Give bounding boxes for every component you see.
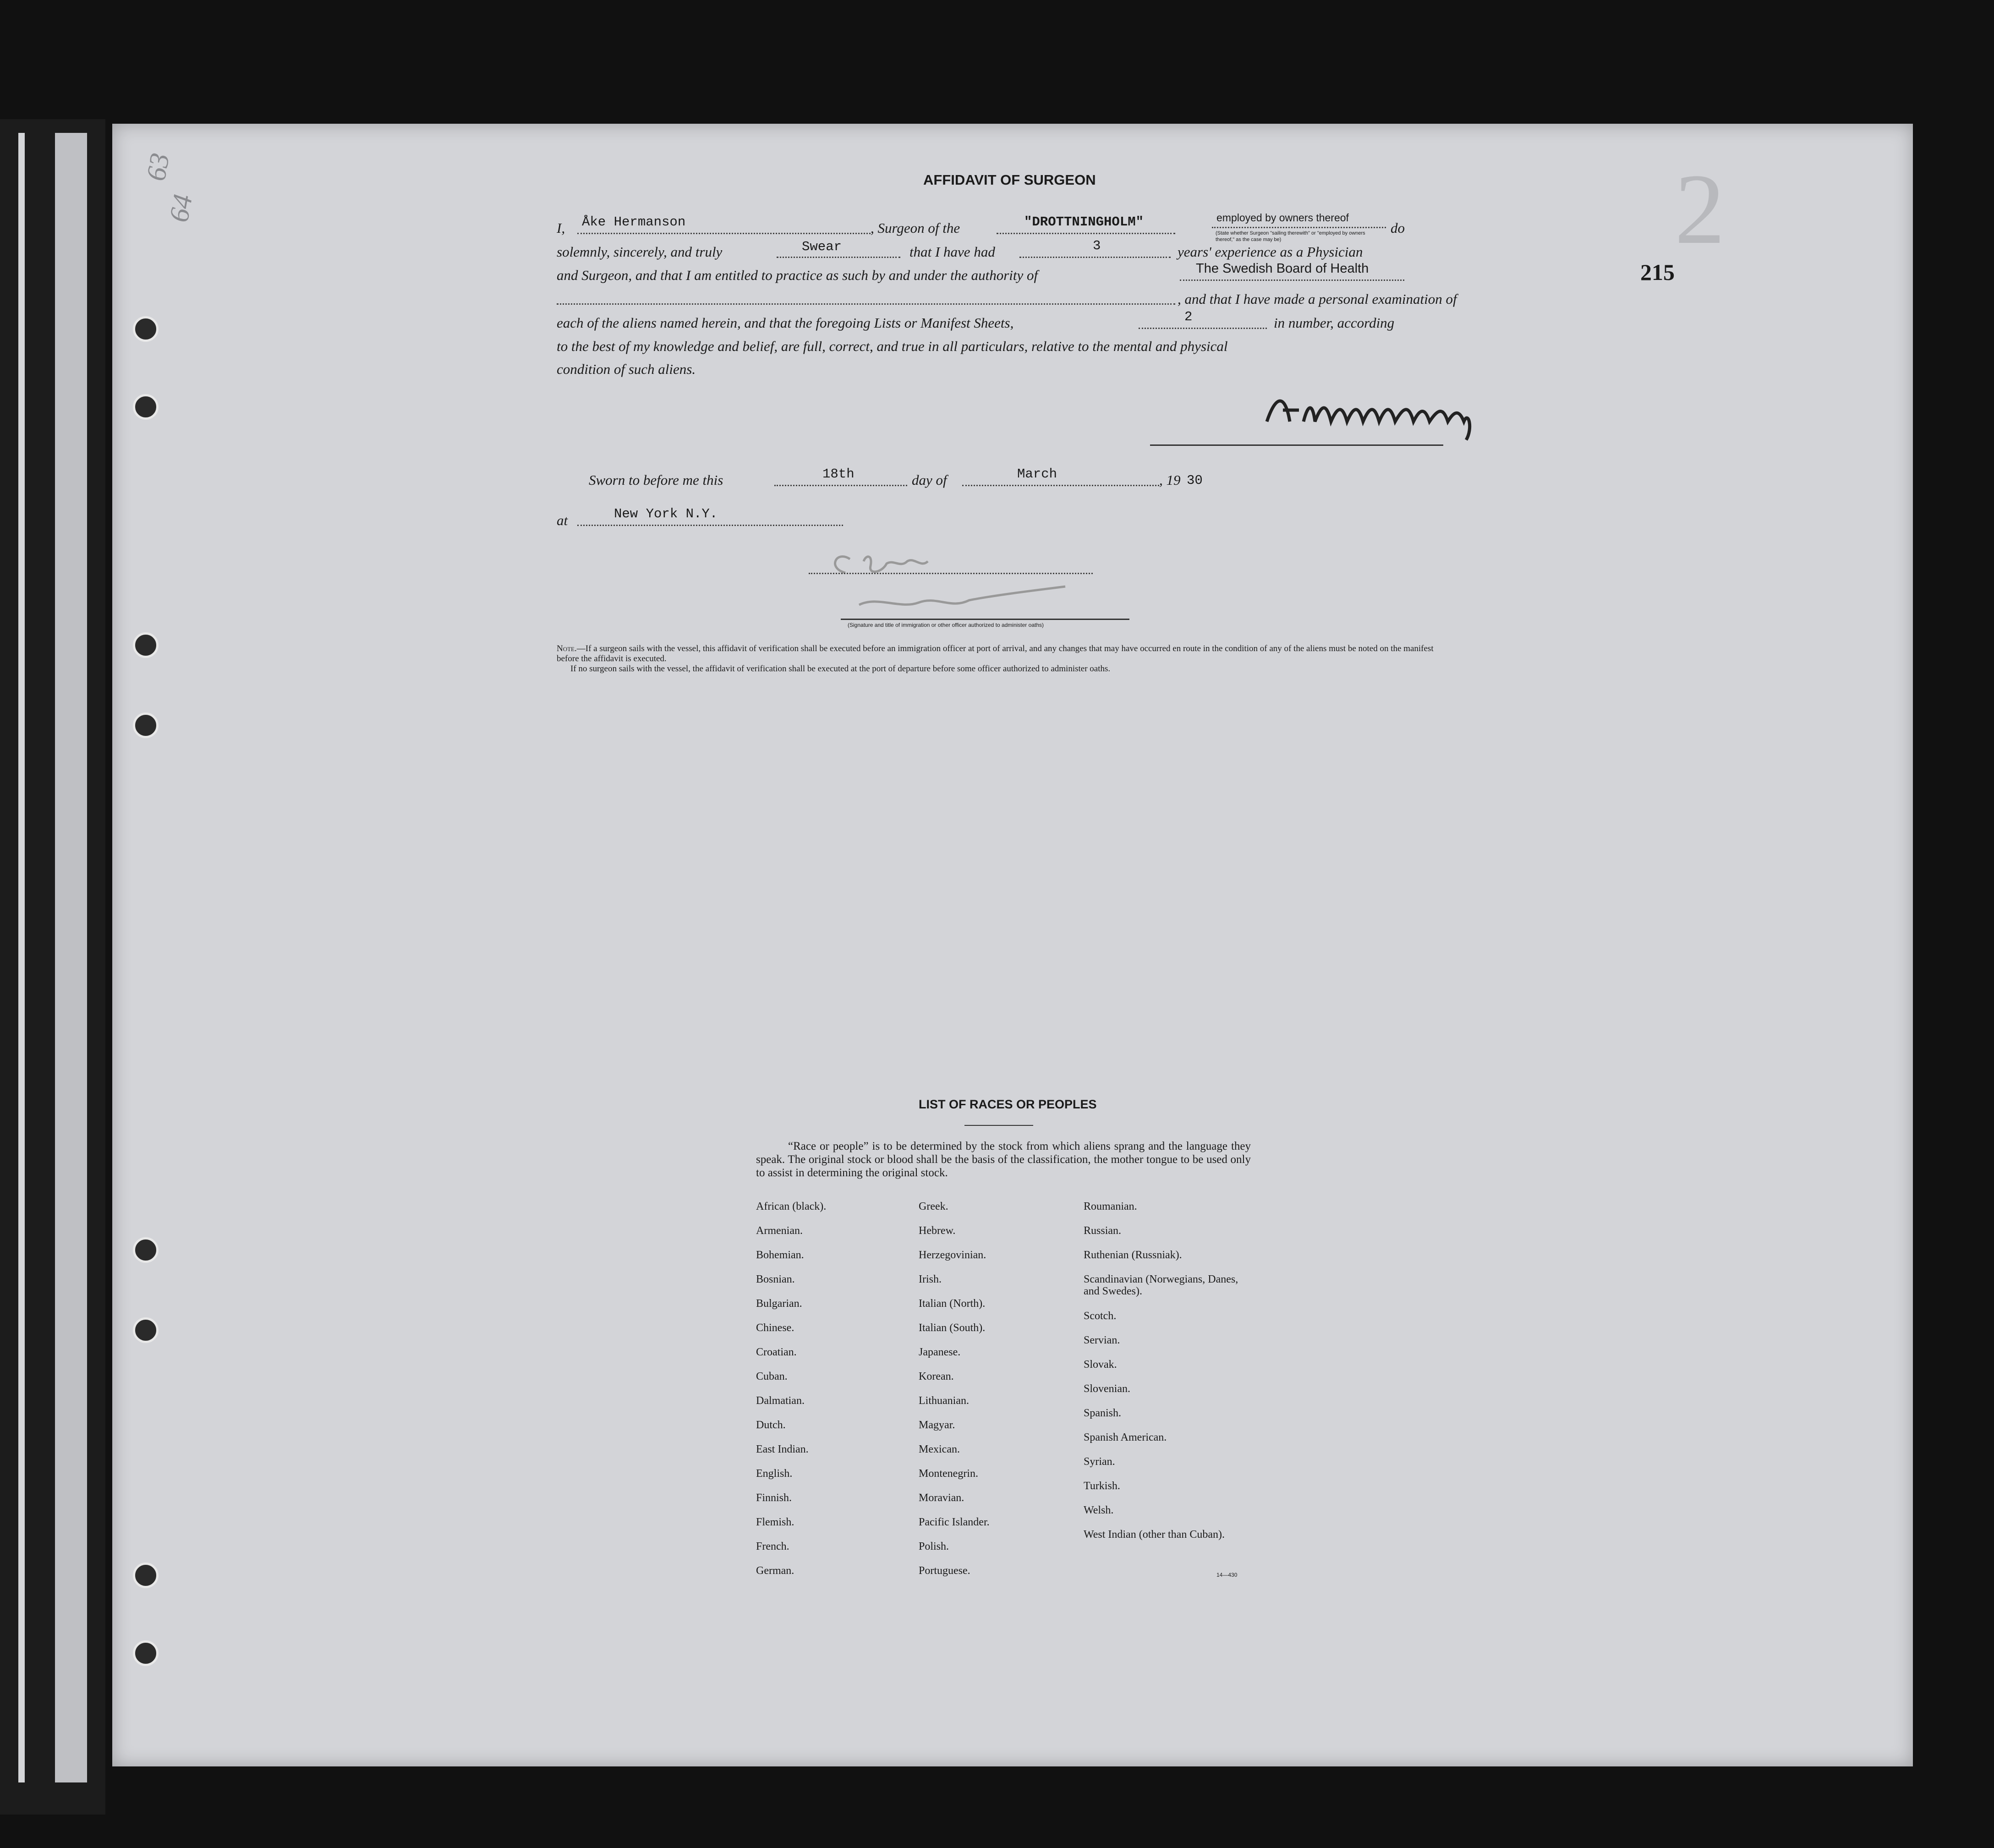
race-item: Dalmatian. bbox=[756, 1395, 805, 1407]
margin-note: 64 bbox=[163, 192, 198, 225]
vessel-name-field: "DROTTNINGHOLM" bbox=[1024, 214, 1144, 230]
faint-stamp-numeral: 2 bbox=[1675, 153, 1725, 265]
binding-hole bbox=[133, 1640, 159, 1666]
races-title-rule bbox=[964, 1125, 1033, 1126]
race-item: Cuban. bbox=[756, 1371, 788, 1382]
races-column-2 bbox=[919, 1201, 1074, 1589]
affidavit-text: to the best of my knowledge and belief, are full, correct, and true in all particulars, relative to the mental and physical bbox=[557, 338, 1228, 354]
affidavit-text: and Surgeon, and that I am entitled to practice as such by and under the authority of bbox=[557, 267, 1038, 283]
binding-hole bbox=[133, 1563, 159, 1588]
race-item: Moravian. bbox=[919, 1492, 964, 1504]
year-field: 30 bbox=[1187, 473, 1203, 488]
binding-hole bbox=[133, 713, 159, 738]
left-page-edge bbox=[18, 133, 25, 1782]
years-field: 3 bbox=[1093, 238, 1101, 253]
affidavit-text: , and that I have made a personal examination of bbox=[1178, 291, 1457, 307]
race-item: African (black). bbox=[756, 1201, 827, 1212]
left-page-edge bbox=[55, 133, 87, 1782]
sheets-count-field: 2 bbox=[1184, 309, 1193, 324]
race-item: Finnish. bbox=[756, 1492, 792, 1504]
race-item: Spanish. bbox=[1084, 1407, 1122, 1419]
authority-line bbox=[1180, 280, 1404, 281]
note-text: If no surgeon sails with the vessel, the affidavit of verification shall be executed at the port of departure before some officer authorized to administer oaths. bbox=[570, 664, 1111, 674]
race-item: Greek. bbox=[919, 1201, 948, 1212]
affidavit-text: , Surgeon of the bbox=[871, 220, 960, 236]
race-item: Irish. bbox=[919, 1273, 942, 1285]
race-item: Polish. bbox=[919, 1541, 949, 1552]
signature-caption: (Signature and title of immigration or other officer authorized to administer oaths) bbox=[848, 622, 1044, 628]
races-column-1 bbox=[756, 1201, 912, 1589]
note-label: Note. bbox=[557, 644, 577, 653]
place-line bbox=[577, 525, 843, 526]
race-item: Welsh. bbox=[1084, 1504, 1114, 1516]
surgeon-signature-line bbox=[1150, 444, 1443, 446]
sworn-text: day of bbox=[912, 472, 947, 488]
race-item: East Indian. bbox=[756, 1443, 809, 1455]
race-item: English. bbox=[756, 1468, 793, 1480]
race-item: Slovak. bbox=[1084, 1359, 1117, 1371]
day-field: 18th bbox=[822, 466, 855, 482]
officer-title-line bbox=[841, 619, 1129, 620]
day-line bbox=[774, 485, 907, 486]
races-title: LIST OF RACES OR PEOPLES bbox=[919, 1097, 1097, 1111]
employment-line bbox=[1212, 227, 1386, 228]
authority-field: The Swedish Board of Health bbox=[1196, 261, 1369, 276]
race-item: Chinese. bbox=[756, 1322, 794, 1334]
race-item: Scotch. bbox=[1084, 1310, 1117, 1322]
employed-by-field: employed by owners thereof bbox=[1216, 212, 1349, 224]
race-item: Roumanian. bbox=[1084, 1201, 1137, 1212]
margin-note: 63 bbox=[140, 151, 175, 183]
race-item: Scandinavian (Norwegians, Danes, and Swedes). bbox=[1084, 1273, 1238, 1297]
authority-continued-line bbox=[557, 303, 1175, 305]
affidavit-title: AFFIDAVIT OF SURGEON bbox=[923, 172, 1096, 188]
affidavit-text: I, bbox=[557, 220, 565, 236]
race-item: Italian (North). bbox=[919, 1298, 986, 1310]
form-number: 14—430 bbox=[1216, 1572, 1238, 1578]
race-item: Japanese. bbox=[919, 1346, 961, 1358]
oath-type-field: Swear bbox=[802, 239, 842, 254]
month-line bbox=[962, 485, 1159, 486]
manifest-page bbox=[112, 124, 1913, 1766]
month-field: March bbox=[1017, 466, 1057, 482]
race-item: Montenegrin. bbox=[919, 1468, 978, 1480]
affidavit-text: in number, according bbox=[1274, 315, 1395, 331]
race-item: Dutch. bbox=[756, 1419, 786, 1431]
surgeon-signature bbox=[1258, 385, 1523, 444]
surgeon-name-field: Åke Hermanson bbox=[582, 214, 686, 230]
race-item: Spanish American. bbox=[1084, 1431, 1167, 1443]
race-item: Ruthenian (Russniak). bbox=[1084, 1249, 1182, 1261]
race-item: Servian. bbox=[1084, 1334, 1120, 1346]
race-item: Armenian. bbox=[756, 1225, 803, 1237]
surgeon-name-line bbox=[577, 233, 871, 234]
affidavit-text: solemnly, sincerely, and truly bbox=[557, 244, 723, 260]
race-item: Hebrew. bbox=[919, 1225, 956, 1237]
race-item: Pacific Islander. bbox=[919, 1516, 990, 1528]
race-item: Slovenian. bbox=[1084, 1383, 1130, 1395]
race-item: Russian. bbox=[1084, 1225, 1122, 1237]
affidavit-note bbox=[557, 644, 1446, 674]
affidavit-text: that I have had bbox=[909, 244, 995, 260]
place-field: New York N.Y. bbox=[614, 506, 718, 521]
race-item: German. bbox=[756, 1565, 794, 1577]
affidavit-text: years' experience as a Physician bbox=[1178, 244, 1363, 260]
race-item: Bulgarian. bbox=[756, 1298, 802, 1310]
vessel-name-line bbox=[997, 233, 1175, 234]
place-label: at bbox=[557, 512, 568, 528]
years-line bbox=[1019, 257, 1171, 258]
affidavit-text: do bbox=[1391, 220, 1405, 236]
race-item: Italian (South). bbox=[919, 1322, 986, 1334]
races-column-3 bbox=[1084, 1201, 1249, 1556]
binding-hole bbox=[133, 394, 159, 420]
binding-hole bbox=[133, 1237, 159, 1263]
race-item: Herzegovinian. bbox=[919, 1249, 986, 1261]
race-item: West Indian (other than Cuban). bbox=[1084, 1529, 1225, 1541]
race-item: Turkish. bbox=[1084, 1480, 1120, 1492]
oath-type-line bbox=[777, 257, 900, 258]
binding-hole bbox=[133, 1317, 159, 1343]
note-text: —If a surgeon sails with the vessel, this affidavit of verification shall be executed before an immigration officer at port of arrival, and any changes that may have occurred en route in the condition of any of the aliens must be noted on the manifest before the affidavit is executed. bbox=[557, 644, 1434, 664]
race-item: Lithuanian. bbox=[919, 1395, 969, 1407]
sheets-count-line bbox=[1139, 328, 1267, 329]
race-item: Croatian. bbox=[756, 1346, 797, 1358]
sworn-text: , 19 bbox=[1159, 472, 1181, 488]
race-item: French. bbox=[756, 1541, 789, 1552]
race-item: Portuguese. bbox=[919, 1565, 970, 1577]
race-item: Mexican. bbox=[919, 1443, 960, 1455]
races-intro: “Race or people” is to be determined by the stock from which aliens sprang and the language they speak. The original stock or blood shall be the basis of the classification, the mother tongue to be used only to assist in determining the original stock. bbox=[756, 1140, 1251, 1179]
binding-hole bbox=[133, 632, 159, 658]
affidavit-text: condition of such aliens. bbox=[557, 361, 696, 377]
page-number: 215 bbox=[1640, 259, 1675, 285]
binding-hole bbox=[133, 316, 159, 342]
race-item: Flemish. bbox=[756, 1516, 794, 1528]
race-item: Syrian. bbox=[1084, 1456, 1115, 1468]
affidavit-text: each of the aliens named herein, and that the foregoing Lists or Manifest Sheets, bbox=[557, 315, 1014, 331]
race-item: Bosnian. bbox=[756, 1273, 795, 1285]
race-item: Bohemian. bbox=[756, 1249, 804, 1261]
book-spine-edge bbox=[0, 119, 105, 1815]
employment-hint: (State whether Surgeon "sailing therewith" or "employed by owners thereof," as the case may be) bbox=[1216, 230, 1365, 242]
race-item: Magyar. bbox=[919, 1419, 955, 1431]
sworn-text: Sworn to before me this bbox=[589, 472, 723, 488]
officer-signature-line bbox=[809, 573, 1093, 574]
race-item: Korean. bbox=[919, 1371, 954, 1382]
